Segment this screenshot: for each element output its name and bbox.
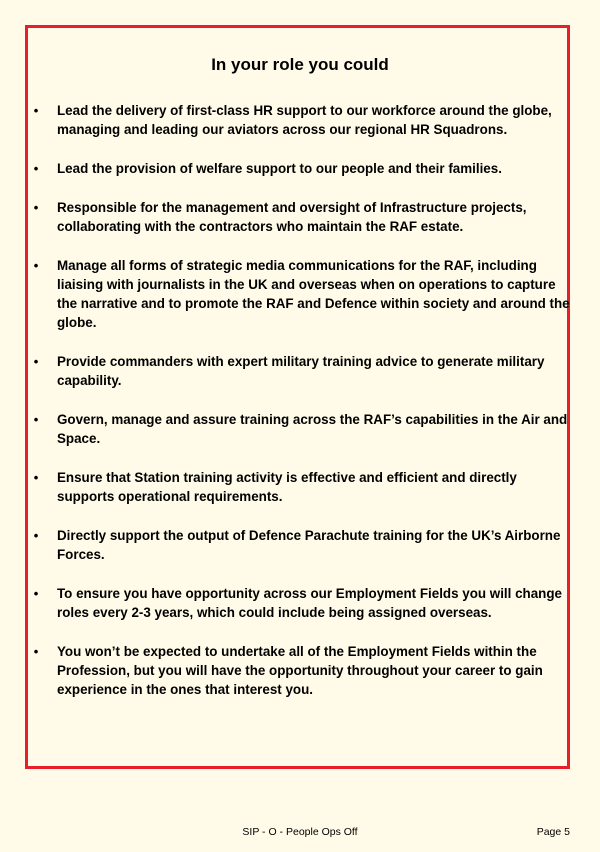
list-item: [30, 584, 570, 622]
bullet-icon: •: [33, 161, 39, 176]
list-item: [30, 352, 570, 390]
list-item-text: Provide commanders with expert military training advice to generate military capability.: [57, 354, 545, 388]
list-item-text: Manage all forms of strategic media communications for the RAF, including liaising with journalists in the UK and overseas when on operations to capture the narrative and to promote the RAF and Defence within society and around the globe.: [57, 258, 570, 330]
bullet-icon: •: [33, 470, 39, 485]
list-item: [30, 256, 570, 332]
bullet-icon: •: [33, 200, 39, 215]
list-item-text: Directly support the output of Defence Parachute training for the UK’s Airborne Forces.: [57, 528, 561, 562]
list-item-text: Responsible for the management and oversight of Infrastructure projects, collaborating with the contractors who maintain the RAF estate.: [57, 200, 527, 234]
bullet-icon: •: [33, 644, 39, 659]
bullet-icon: •: [33, 586, 39, 601]
list-item-text: You won’t be expected to undertake all of the Employment Fields within the Profession, but you will have the opportunity throughout your career to gain experience in the ones that interest you.: [57, 644, 543, 697]
footer-page-number: Page 5: [536, 826, 570, 838]
bullet-icon: •: [33, 103, 39, 118]
list-item: [30, 101, 570, 139]
list-item: [30, 198, 570, 236]
bullet-icon: •: [33, 354, 39, 369]
list-item: [30, 526, 570, 564]
bullet-icon: •: [33, 412, 39, 427]
section-heading: In your role you could: [211, 55, 389, 74]
bullet-icon: •: [33, 258, 39, 273]
list-item-text: To ensure you have opportunity across our Employment Fields you will change roles every 2-3 years, which could include being assigned overseas.: [57, 586, 562, 620]
list-item-text: Ensure that Station training activity is effective and efficient and directly supports operational requirements.: [57, 470, 517, 504]
list-item: [30, 159, 570, 178]
bullet-icon: •: [33, 528, 39, 543]
list-item-text: Lead the provision of welfare support to our people and their families.: [57, 161, 502, 176]
list-item: [30, 468, 570, 506]
list-item-text: Govern, manage and assure training across the RAF’s capabilities in the Air and Space.: [57, 412, 568, 446]
footer-document-reference: SIP - O - People Ops Off: [242, 826, 358, 838]
list-item: [30, 410, 570, 448]
list-item-text: Lead the delivery of first-class HR support to our workforce around the globe, managing and leading our aviators across our regional HR Squadrons.: [57, 103, 552, 137]
role-bullet-list: [30, 101, 570, 719]
list-item: [30, 642, 570, 699]
